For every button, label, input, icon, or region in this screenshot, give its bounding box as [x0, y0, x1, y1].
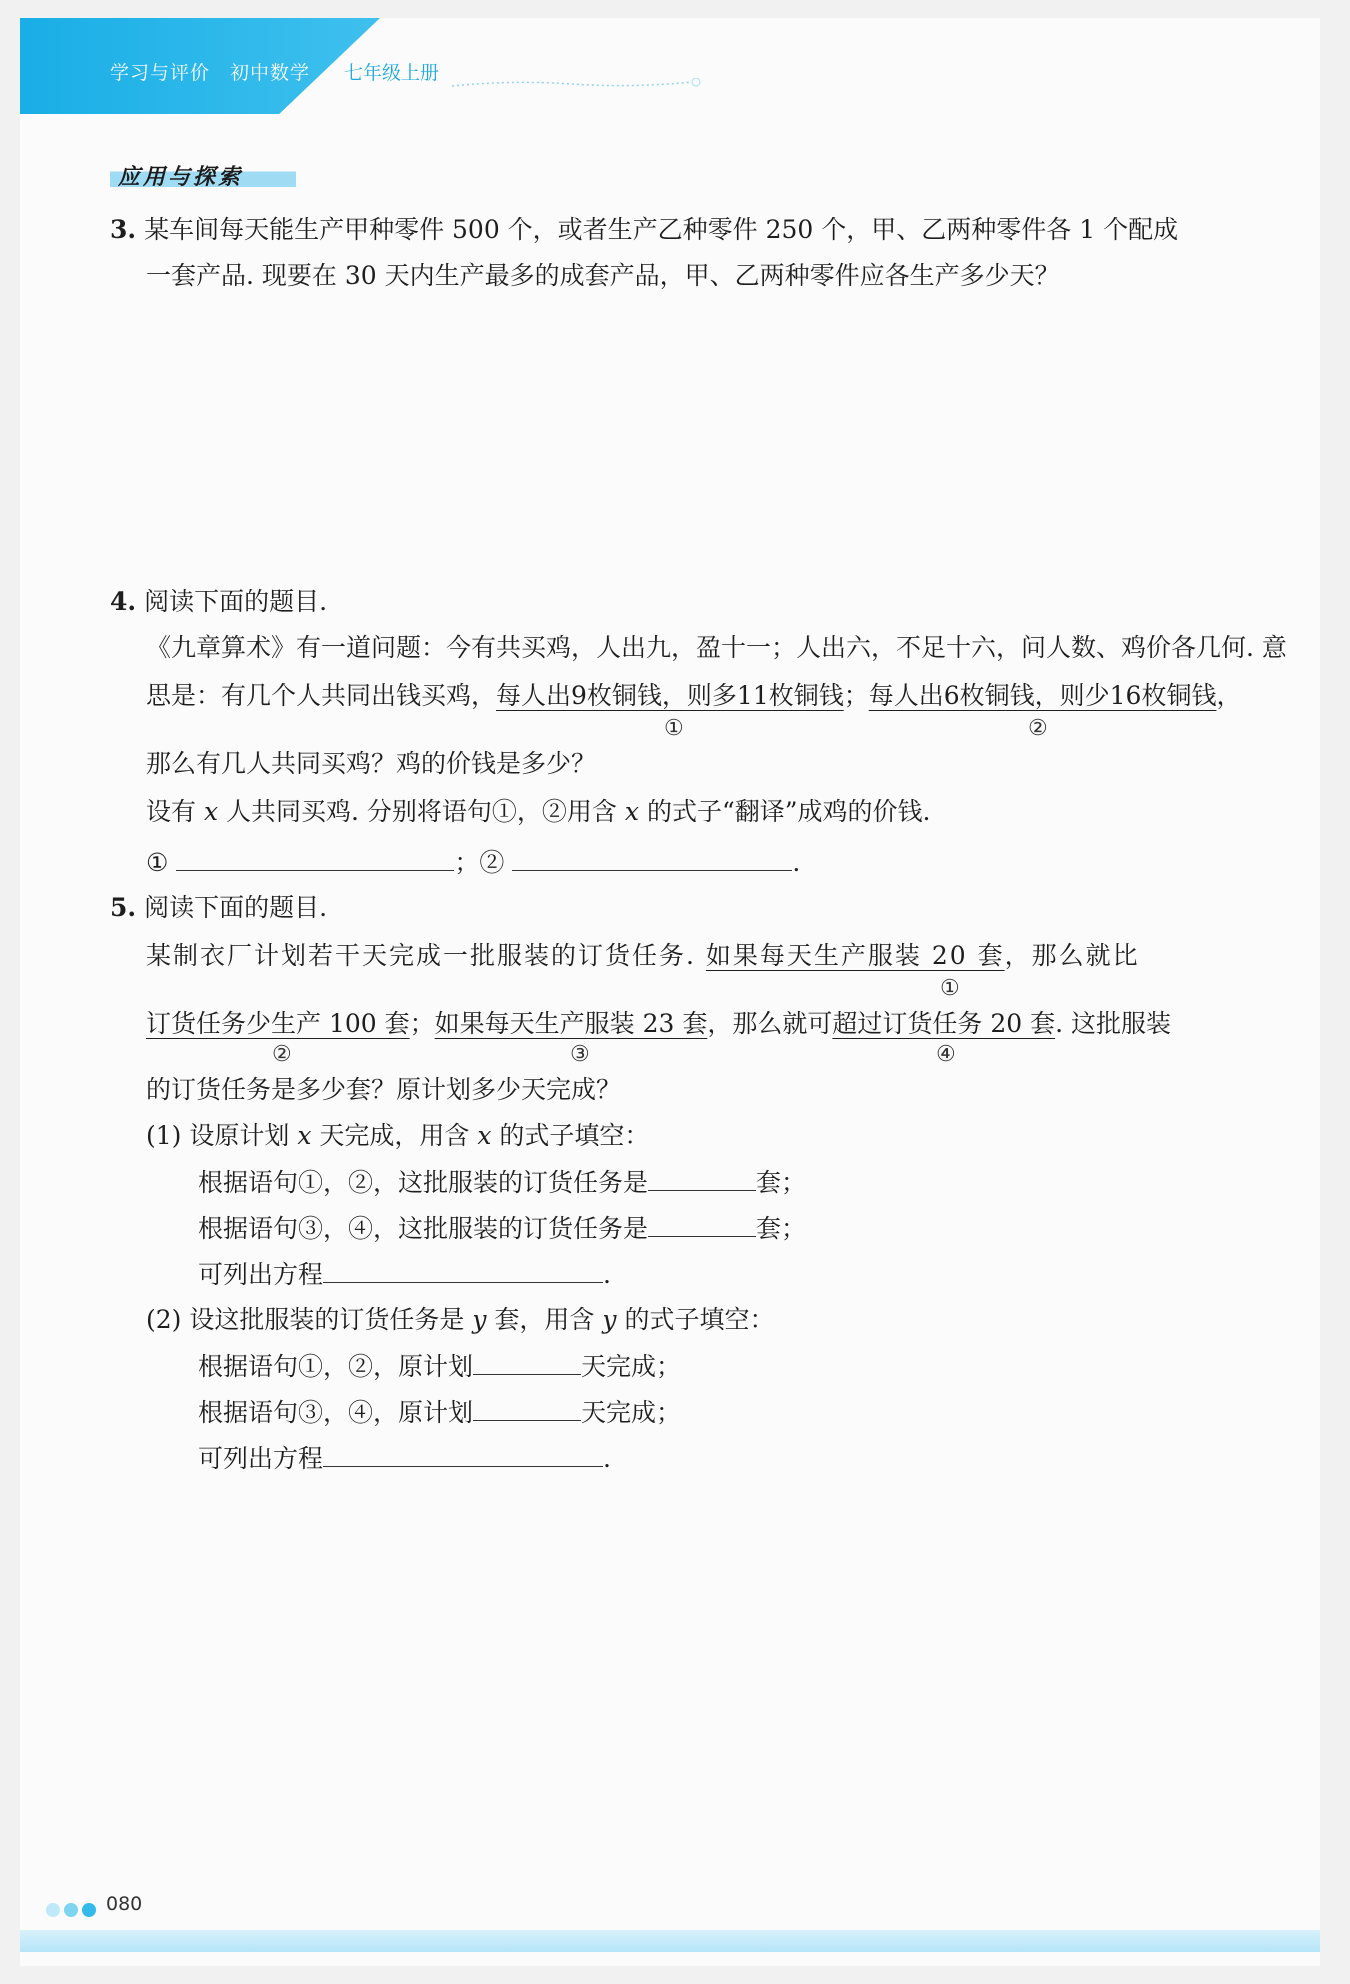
q3-line1	[110, 214, 1178, 246]
q5-mark-2: ②	[272, 1042, 292, 1067]
q5-statement-1: 如果每天生产服装 20 套	[705, 941, 1005, 970]
q5-part1-header	[146, 1120, 649, 1152]
header-subject: 初中数学	[230, 62, 311, 84]
q5-line2-sep: ；	[409, 1009, 435, 1038]
q5-var-y: y	[472, 1305, 487, 1334]
header-grade: 七年级上册	[344, 62, 440, 84]
q4-answer-blank-2[interactable]	[512, 846, 792, 871]
header-title	[110, 58, 330, 85]
q5-p1-line3	[198, 1258, 611, 1291]
q5-line2-c: . 这批服装	[1055, 1009, 1171, 1038]
q4-mark-2: ②	[1028, 716, 1048, 741]
q5-line-intro	[110, 892, 327, 924]
q5-statement-4: 超过订货任务 20 套	[832, 1009, 1056, 1038]
q4-mark-1: ①	[664, 716, 684, 741]
q3-number: 3.	[110, 215, 137, 244]
section-title	[110, 158, 296, 192]
q5-line2-b: ，那么就可	[707, 1009, 833, 1038]
q5-p2-line2	[198, 1396, 681, 1429]
q5-p1-blank-2[interactable]	[648, 1212, 756, 1237]
q4-fill-end: .	[792, 848, 801, 877]
q5-p2-blank-2[interactable]	[473, 1396, 581, 1421]
q4-line2-end: ，	[1216, 681, 1242, 710]
q4-line4	[146, 796, 930, 828]
q5-mark-1: ①	[940, 976, 960, 1001]
q5-p2-line3	[198, 1442, 611, 1475]
q5-p1-line1	[198, 1166, 806, 1199]
q5-p1-l1-text: 根据语句①，②，这批服装的订货任务是	[198, 1168, 649, 1197]
q5-p2-l2-end: 天完成；	[581, 1398, 682, 1427]
header-dotted-line	[452, 78, 702, 90]
q5-statement-2: 订货任务少生产 100 套	[146, 1009, 410, 1038]
footer-band	[20, 1930, 1320, 1952]
q5-intro: 阅读下面的题目.	[144, 893, 328, 922]
footer-dot-2	[64, 1903, 78, 1917]
q5-part2-header	[146, 1304, 774, 1336]
q5-line3: 的订货任务是多少套？原计划多少天完成？	[146, 1075, 622, 1104]
section-title-text: 应用与探索	[118, 165, 244, 190]
q4-line4-b: 人共同买鸡. 分别将语句①，②用含	[226, 797, 617, 826]
q5-p1-blank-1[interactable]	[648, 1166, 756, 1191]
q5-var-x: x	[297, 1121, 312, 1150]
q4-line2	[146, 680, 1241, 712]
q5-p1-b: 天完成，用含	[319, 1121, 470, 1150]
q5-p1-equation-blank[interactable]	[323, 1258, 603, 1283]
q4-line4-c: 的式子“翻译”成鸡的价钱.	[646, 797, 931, 826]
q4-statement-1: 每人出9枚铜钱，则多11枚铜钱	[496, 681, 844, 710]
q5-p2-c: 的式子填空：	[624, 1305, 775, 1334]
q5-p2-blank-1[interactable]	[473, 1350, 581, 1375]
q5-p1-l3-text: 可列出方程	[198, 1260, 324, 1289]
q4-var-x-2: x	[624, 797, 639, 826]
q4-line4-a: 设有	[146, 797, 197, 826]
footer-dots	[46, 1902, 100, 1921]
q4-fill-line	[146, 846, 800, 879]
q5-p2-l3-end: .	[603, 1444, 611, 1473]
q4-intro: 阅读下面的题目.	[144, 587, 328, 616]
q5-p1-c: 的式子填空：	[499, 1121, 650, 1150]
q5-var-y-2: y	[602, 1305, 617, 1334]
q5-mark-3: ③	[570, 1042, 590, 1067]
q4-fill-label-2: ；②	[454, 848, 505, 877]
q5-p1-l2-text: 根据语句③，④，这批服装的订货任务是	[198, 1214, 649, 1243]
q5-line1-b: ，那么就比	[1004, 941, 1140, 970]
q5-p2-equation-blank[interactable]	[323, 1442, 603, 1467]
q5-p2-line1	[198, 1350, 681, 1383]
q5-number: 5.	[110, 893, 137, 922]
q5-p2-l2-text: 根据语句③，④，原计划	[198, 1398, 474, 1427]
q5-p1-l1-end: 套；	[756, 1168, 807, 1197]
footer-dot-3	[82, 1903, 96, 1917]
q4-answer-blank-1[interactable]	[176, 846, 454, 871]
q4-line1: 《九章算术》有一道问题：今有共买鸡，人出九，盈十一；人出六，不足十六，问人数、鸡价各几何. 意	[146, 633, 1287, 662]
q4-fill-label-1: ①	[146, 848, 169, 877]
q3-line2: 一套产品. 现要在 30 天内生产最多的成套产品，甲、乙两种零件应各生产多少天？	[146, 261, 1060, 290]
q5-p2-l1-end: 天完成；	[581, 1352, 682, 1381]
q4-statement-2: 每人出6枚铜钱，则少16枚铜钱	[868, 681, 1217, 710]
q5-var-x-2: x	[477, 1121, 492, 1150]
q5-line2	[146, 1008, 1171, 1040]
page	[20, 18, 1320, 1966]
q5-p2-a: (2) 设这批服装的订货任务是	[146, 1305, 465, 1334]
header-book: 学习与评价	[110, 62, 211, 84]
q5-p2-b: 套，用含	[494, 1305, 595, 1334]
q4-line-intro	[110, 586, 327, 618]
q3-text-1: 某车间每天能生产甲种零件 500 个，或者生产乙种零件 250 个，甲、乙两种零件各 1 个配成	[144, 215, 1179, 244]
q4-line3: 那么有几人共同买鸡？鸡的价钱是多少？	[146, 749, 597, 778]
q5-p1-line2	[198, 1212, 806, 1245]
q5-mark-4: ④	[936, 1042, 956, 1067]
q5-p1-a: (1) 设原计划	[146, 1121, 290, 1150]
q4-number: 4.	[110, 587, 137, 616]
q5-p2-l1-text: 根据语句①，②，原计划	[198, 1352, 474, 1381]
footer-dot-1	[46, 1903, 60, 1917]
page-number: 080	[106, 1893, 143, 1915]
q5-p1-l2-end: 套；	[756, 1214, 807, 1243]
q5-statement-3: 如果每天生产服装 23 套	[434, 1009, 708, 1038]
q5-line1	[146, 940, 1140, 972]
q5-p2-l3-text: 可列出方程	[198, 1444, 324, 1473]
q5-line1-a: 某制衣厂计划若干天完成一批服装的订货任务.	[146, 941, 706, 970]
q4-var-x: x	[203, 797, 219, 826]
q4-line2-text: 思是：有几个人共同出钱买鸡，	[146, 681, 497, 710]
q5-p1-l3-end: .	[603, 1260, 611, 1289]
q4-line2-sep: ；	[843, 681, 869, 710]
